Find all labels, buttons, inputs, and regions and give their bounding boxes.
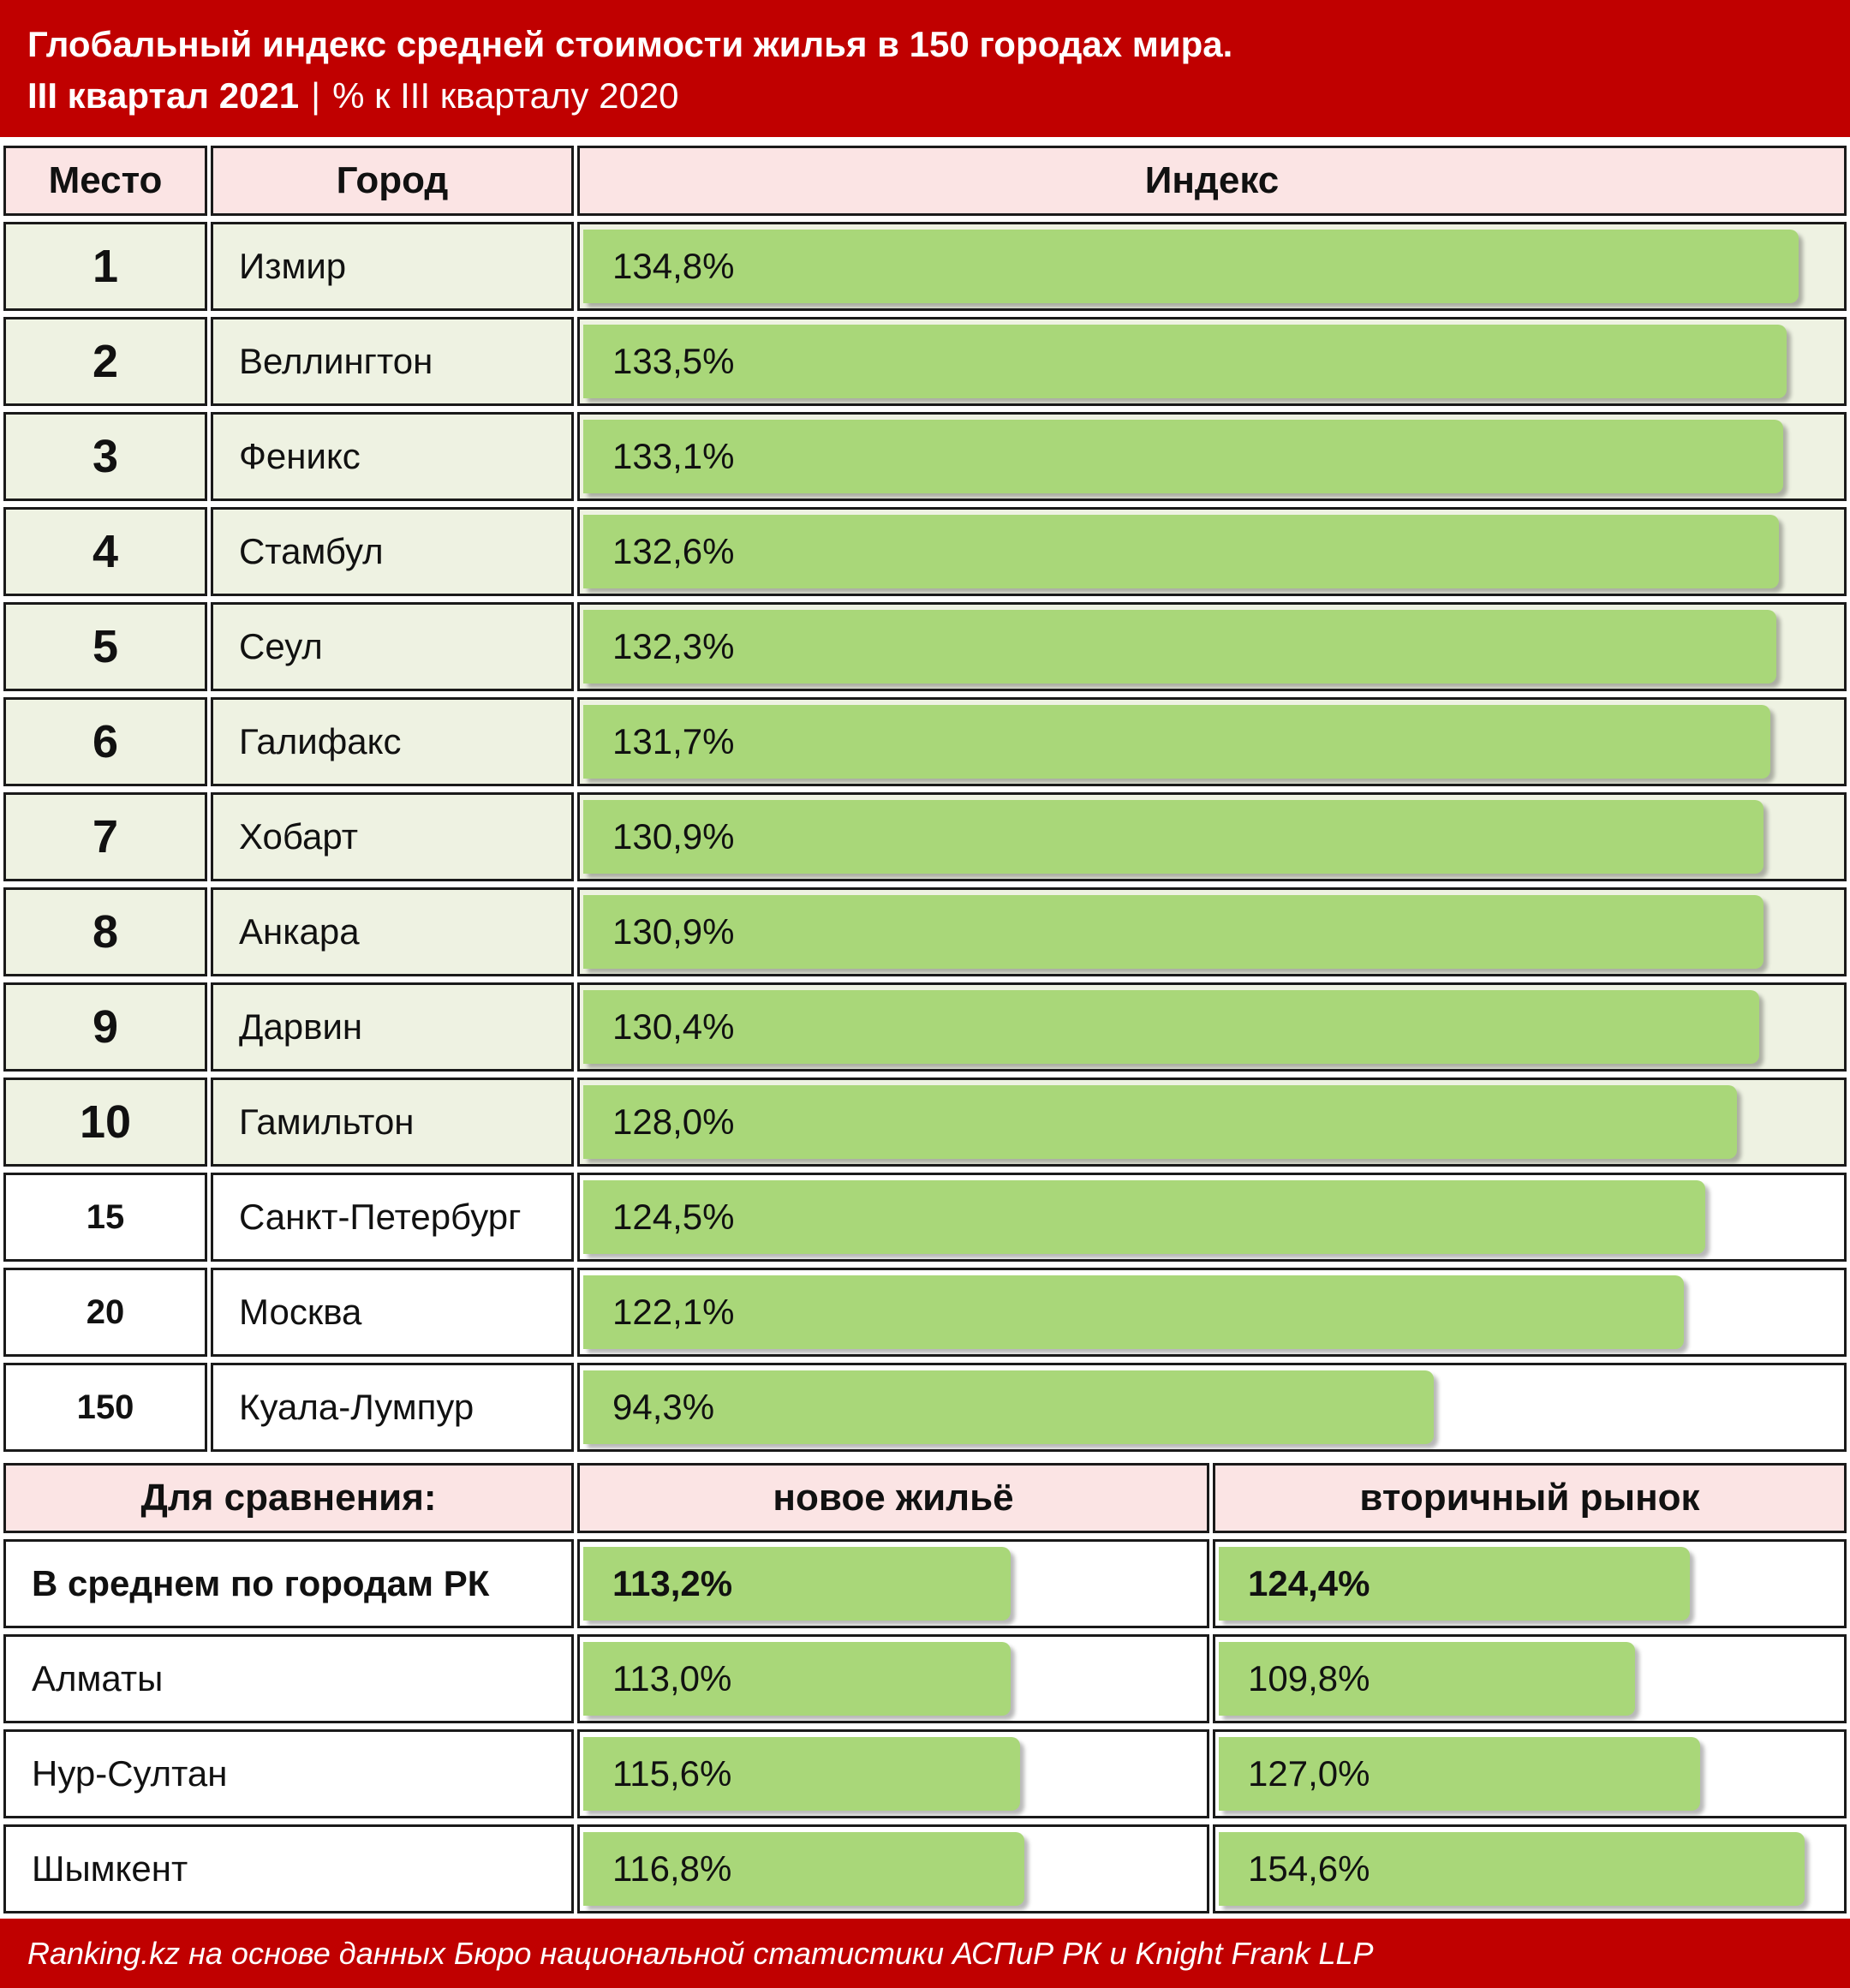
- city-name: Хобарт: [211, 792, 574, 881]
- city-name: Санкт-Петербург: [211, 1173, 574, 1262]
- rank-cell: [3, 507, 207, 596]
- rank-cell: [3, 887, 207, 976]
- comparison-city: Шымкент: [3, 1824, 574, 1913]
- index-value: 132,6%: [612, 531, 735, 571]
- city-name: Гамильтон: [211, 1078, 574, 1167]
- header-banner: [0, 0, 1850, 137]
- secondary-market-cell: [1213, 1824, 1847, 1913]
- index-bar: [583, 705, 1770, 779]
- index-cell: [577, 697, 1847, 786]
- index-cell: [577, 1078, 1847, 1167]
- column-header-new-housing: новое жильё: [577, 1463, 1209, 1533]
- new-housing-value: 113,2%: [612, 1563, 733, 1603]
- city-name: Дарвин: [211, 982, 574, 1072]
- city-name: Сеул: [211, 602, 574, 691]
- subtitle-unit: % к III кварталу 2020: [332, 75, 679, 116]
- new-housing-cell: [577, 1824, 1209, 1913]
- column-header-rank: Место: [3, 146, 207, 216]
- index-bar: [583, 515, 1779, 588]
- comparison-city: Алматы: [3, 1634, 574, 1723]
- index-cell: [577, 1363, 1847, 1452]
- chart-subtitle: [27, 75, 679, 116]
- rank-cell: [3, 1268, 207, 1357]
- secondary-market-cell: [1213, 1634, 1847, 1723]
- new-housing-value: 113,0%: [612, 1658, 732, 1698]
- rank-value: 10: [79, 1096, 132, 1148]
- index-cell: [577, 982, 1847, 1072]
- column-header-city: Город: [211, 146, 574, 216]
- rank-value: 5: [92, 621, 119, 672]
- index-bar: [583, 1085, 1737, 1159]
- rank-value: 8: [92, 906, 119, 958]
- index-bar: [583, 1275, 1684, 1349]
- index-bar: [583, 420, 1783, 493]
- index-cell: [577, 887, 1847, 976]
- secondary-market-value: 109,8%: [1248, 1658, 1370, 1698]
- rank-cell: [3, 317, 207, 406]
- index-bar: [583, 230, 1799, 303]
- index-cell: [577, 792, 1847, 881]
- new-housing-cell: [577, 1539, 1209, 1628]
- rank-value: 3: [92, 431, 119, 482]
- subtitle-period: III квартал 2021: [27, 75, 300, 116]
- index-bar: [583, 325, 1787, 398]
- rank-cell: [3, 697, 207, 786]
- source-note: Ranking.kz на основе данных Бюро национальной статистики АСПиР РК и Knight Frank LLP: [27, 1936, 1374, 1971]
- rank-value: 20: [86, 1292, 125, 1331]
- secondary-market-cell: [1213, 1729, 1847, 1818]
- index-cell: [577, 1173, 1847, 1262]
- city-name: Галифакс: [211, 697, 574, 786]
- rank-cell: [3, 1173, 207, 1262]
- index-value: 130,4%: [612, 1006, 735, 1047]
- index-bar: [583, 895, 1763, 969]
- index-bar: [583, 1180, 1705, 1254]
- index-value: 130,9%: [612, 816, 735, 857]
- index-value: 133,5%: [612, 341, 735, 381]
- rank-cell: [3, 982, 207, 1072]
- comparison-header: Для сравнения:: [3, 1463, 574, 1533]
- rank-cell: [3, 1363, 207, 1452]
- chart-title: Глобальный индекс средней стоимости жилья в 150 городах мира.: [27, 24, 1233, 64]
- rank-cell: [3, 1078, 207, 1167]
- secondary-market-value: 127,0%: [1248, 1753, 1370, 1794]
- new-housing-cell: [577, 1729, 1209, 1818]
- index-cell: [577, 222, 1847, 311]
- index-bar: [583, 610, 1776, 684]
- secondary-market-cell: [1213, 1539, 1847, 1628]
- city-name: Куала-Лумпур: [211, 1363, 574, 1452]
- column-header-index: Индекс: [577, 146, 1847, 216]
- rank-value: 4: [92, 526, 119, 577]
- column-header-secondary-market: вторичный рынок: [1213, 1463, 1847, 1533]
- city-name: Феникс: [211, 412, 574, 501]
- rank-value: 2: [92, 336, 119, 387]
- index-value: 134,8%: [612, 246, 735, 286]
- index-value: 133,1%: [612, 436, 735, 476]
- rank-value: 15: [86, 1197, 125, 1236]
- secondary-market-value: 154,6%: [1248, 1848, 1370, 1889]
- city-name: Москва: [211, 1268, 574, 1357]
- index-cell: [577, 507, 1847, 596]
- index-value: 130,9%: [612, 911, 735, 952]
- comparison-city: В среднем по городам РК: [3, 1539, 574, 1628]
- index-value: 124,5%: [612, 1197, 735, 1237]
- index-value: 128,0%: [612, 1101, 735, 1142]
- index-cell: [577, 317, 1847, 406]
- index-value: 131,7%: [612, 721, 735, 761]
- rank-value: 6: [92, 716, 119, 767]
- city-name: Стамбул: [211, 507, 574, 596]
- city-name: Анкара: [211, 887, 574, 976]
- rank-value: 150: [76, 1388, 134, 1426]
- city-name: Веллингтон: [211, 317, 574, 406]
- rank-value: 9: [92, 1001, 119, 1053]
- index-value: 132,3%: [612, 626, 735, 666]
- rank-cell: [3, 222, 207, 311]
- index-bar: [583, 990, 1759, 1064]
- index-cell: [577, 412, 1847, 501]
- secondary-market-value: 124,4%: [1248, 1563, 1370, 1603]
- index-cell: [577, 1268, 1847, 1357]
- new-housing-cell: [577, 1634, 1209, 1723]
- new-housing-value: 116,8%: [612, 1848, 732, 1889]
- subtitle-separator: |: [311, 75, 321, 116]
- rank-value: 7: [92, 811, 119, 863]
- city-name: Измир: [211, 222, 574, 311]
- rank-cell: [3, 792, 207, 881]
- comparison-city: Нур-Султан: [3, 1729, 574, 1818]
- rank-value: 1: [92, 241, 119, 292]
- rank-cell: [3, 412, 207, 501]
- new-housing-value: 115,6%: [612, 1753, 732, 1794]
- index-value: 122,1%: [612, 1292, 735, 1332]
- rank-cell: [3, 602, 207, 691]
- index-cell: [577, 602, 1847, 691]
- index-bar: [583, 800, 1763, 874]
- index-value: 94,3%: [612, 1387, 715, 1427]
- footer-banner: [0, 1919, 1850, 1988]
